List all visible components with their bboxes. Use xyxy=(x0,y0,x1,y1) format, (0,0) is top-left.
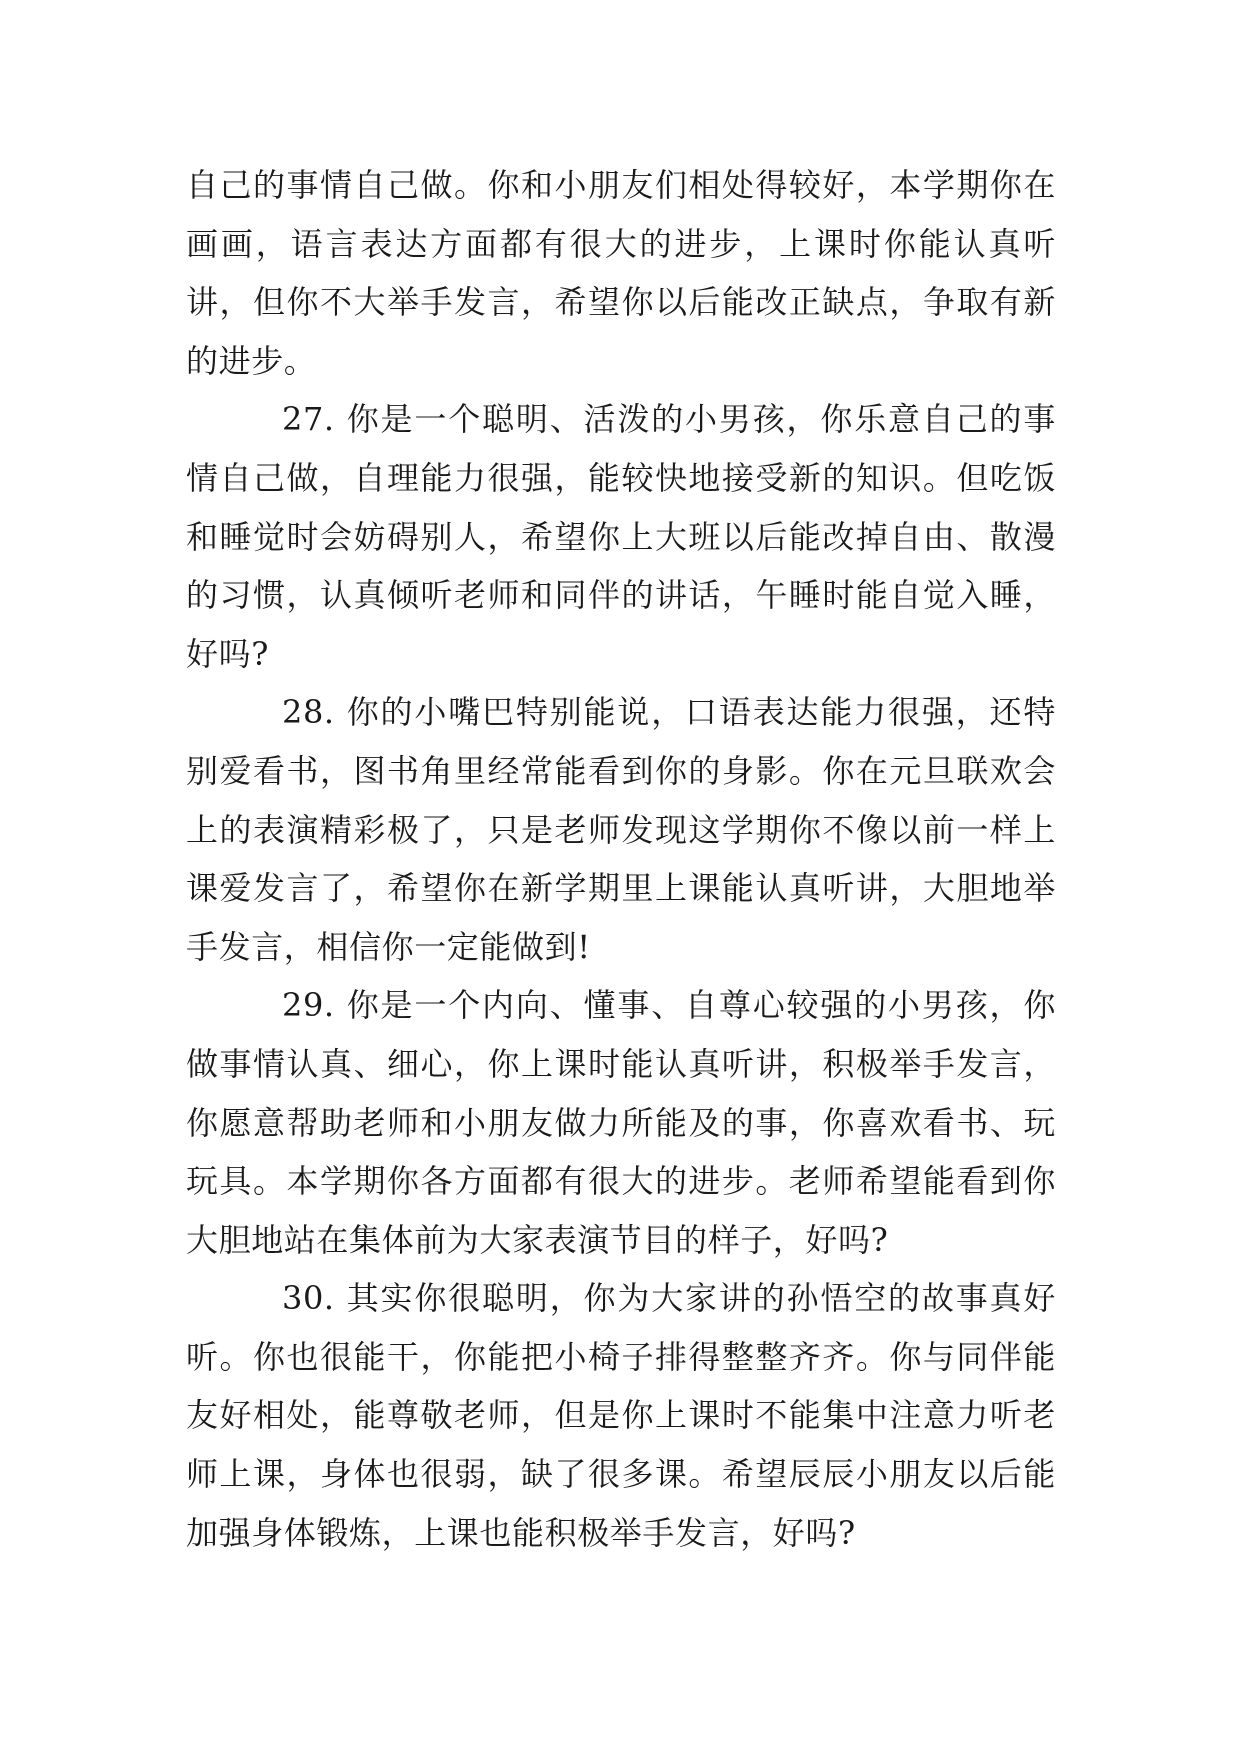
paragraph-29: 29. 你是一个内向、懂事、自尊心较强的小男孩，你做事情认真、细心，你上课时能认真听讲，积极举手发言，你愿意帮助老师和小朋友做力所能及的事，你喜欢看书、玩玩具。本学期你各方面都有很大的进步。老师希望能看到你大胆地站在集体前为大家表演节目的样子，好吗? xyxy=(186,986,1056,1259)
document-page xyxy=(186,156,1056,1562)
paragraph-27: 27. 你是一个聪明、活泼的小男孩，你乐意自己的事情自己做，自理能力很强，能较快地接受新的知识。但吃饭和睡觉时会妨碍别人，希望你上大班以后能改掉自由、散漫的习惯，认真倾听老师和同伴的讲话，午睡时能自觉入睡，好吗? xyxy=(186,400,1056,673)
paragraph-26-continued: 自己的事情自己做。你和小朋友们相处得较好，本学期你在画画，语言表达方面都有很大的进步，上课时你能认真听讲，但你不大举手发言，希望你以后能改正缺点，争取有新的进步。 xyxy=(186,166,1056,380)
paragraph-30: 30. 其实你很聪明，你为大家讲的孙悟空的故事真好听。你也很能干，你能把小椅子排得整整齐齐。你与同伴能友好相处，能尊敬老师，但是你上课时不能集中注意力听老师上课，身体也很弱，缺了很多课。希望辰辰小朋友以后能加强身体锻炼，上课也能积极举手发言，好吗? xyxy=(186,1279,1056,1552)
paragraph-28: 28. 你的小嘴巴特别能说，口语表达能力很强，还特别爱看书，图书角里经常能看到你的身影。你在元旦联欢会上的表演精彩极了，只是老师发现这学期你不像以前一样上课爱发言了，希望你在新学期里上课能认真听讲，大胆地举手发言，相信你一定能做到! xyxy=(186,693,1056,966)
